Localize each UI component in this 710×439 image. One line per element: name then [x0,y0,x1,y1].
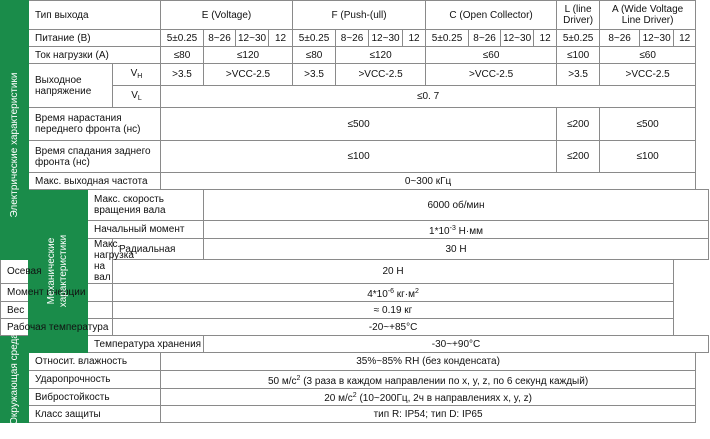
vh-value: >VCC-2.5 [336,64,426,86]
weight-label: Вес [1,302,113,319]
vibration-exponent: 2 [352,392,357,399]
vh-subscript: H [137,72,143,80]
power-value: 12 [403,30,426,47]
rise-time-value: ≤200 [557,108,600,141]
type-c-header: C (Open Collector) [426,1,557,30]
inertia-number: 4*10 [367,288,388,300]
type-f-header: F (Push-(ull) [293,1,426,30]
radial-load-row [1,239,709,260]
axial-load-label: Осевая [1,260,88,284]
power-value: 12~30 [501,30,534,47]
protection-label: Класс защиты [29,406,161,423]
power-row [1,30,709,47]
max-frequency-row [1,173,709,190]
rise-time-value: ≤500 [161,108,557,141]
inertia-label: Момент инерции [1,284,113,302]
work-temp-value: -20~+85°C [113,319,674,336]
power-value: 8~26 [204,30,236,47]
start-torque-number: 1*10 [429,225,450,237]
type-l-header: L (line Driver) [557,1,600,30]
type-a-header: A (Wide Voltage Line Driver) [600,1,696,30]
shock-value [161,371,696,389]
weight-value: ≈ 0.19 кг [113,302,674,319]
header-row [1,1,709,30]
weight-row [1,302,709,319]
load-current-value: ≤60 [426,47,557,64]
vl-letter: V [131,89,138,101]
vh-value: >3.5 [161,64,204,86]
side-blank [1,1,29,30]
output-voltage-high-row [1,64,709,86]
start-torque-label: Начальный момент [88,221,204,239]
power-value: 8~26 [336,30,369,47]
vibration-value [161,389,696,406]
load-current-value: ≤80 [293,47,336,64]
vh-label [113,64,161,86]
fall-time-row [1,141,709,173]
power-value: 12 [269,30,293,47]
inertia-row [1,284,709,302]
vl-label [113,86,161,108]
start-torque-unit: Н·мм [455,225,483,237]
load-current-value: ≤80 [161,47,204,64]
axial-load-value: 20 Н [113,260,674,284]
max-speed-value: 6000 об/мин [204,190,709,221]
output-voltage-label: Выходное напряжение [29,64,113,108]
type-e-header: E (Voltage) [161,1,293,30]
work-temp-label: Рабочая температура [1,319,113,336]
protection-row [1,406,709,423]
power-value: 5±0.25 [426,30,469,47]
work-temp-row [1,319,709,336]
rise-time-value: ≤500 [600,108,696,141]
power-value: 12 [674,30,696,47]
radial-load-label: Радиальная [113,239,204,260]
shock-row [1,371,709,389]
fall-time-value: ≤200 [557,141,600,173]
power-value: 5±0.25 [557,30,600,47]
max-frequency-value: 0~300 кГц [161,173,696,190]
electrical-section-label: Электрические характеристики [8,72,20,218]
humidity-label: Относит. влажность [29,353,161,371]
shock-detail: (3 раза в каждом направлении по x, y, z, по 6 секунд каждый) [300,375,589,387]
power-value: 12~30 [640,30,674,47]
start-torque-row [1,221,709,239]
mechanical-section-label: Механические характеристики [46,234,69,308]
humidity-value: 35%~85% RH (без конденсата) [161,353,696,371]
vh-value: >VCC-2.5 [426,64,557,86]
vh-letter: V [130,67,138,79]
power-value: 12~30 [369,30,403,47]
load-current-row [1,47,709,64]
shock-label: Ударопрочность [29,371,161,389]
environment-section [1,333,29,425]
storage-temp-row [1,336,709,353]
power-value: 5±0.25 [161,30,204,47]
radial-load-value: 30 Н [204,239,709,260]
power-value: 5±0.25 [293,30,336,47]
load-current-value: ≤120 [204,47,293,64]
vibration-label: Вибростойкость [29,389,161,406]
rise-time-row [1,108,709,141]
humidity-row [1,353,709,371]
inertia-unit-exponent: 2 [415,287,419,295]
power-value: 12~30 [236,30,269,47]
inertia-exponent: -6 [387,287,394,295]
storage-temp-value: -30~+90°C [204,336,709,353]
power-value: 8~26 [600,30,640,47]
vh-value: >VCC-2.5 [600,64,696,86]
load-current-value: ≤100 [557,47,600,64]
power-value: 12 [534,30,557,47]
fall-time-label: Время спадания заднего фронта (нс) [29,141,161,173]
start-torque-exponent: -3 [449,224,456,232]
environment-section-label: Окружающая среда [8,333,20,425]
electrical-section [1,30,29,260]
storage-temp-label: Температура хранения [88,336,204,353]
protection-value: тип R: IP54; тип D: IP65 [161,406,696,423]
vibration-number: 20 м/с [324,393,353,404]
vh-value: >3.5 [557,64,600,86]
max-speed-row [1,190,709,221]
inertia-value [113,284,674,302]
output-type-label: Тип выхода [29,1,161,30]
fall-time-value: ≤100 [161,141,557,173]
load-current-value: ≤120 [336,47,426,64]
vibration-detail: (10~200Гц, 2ч в направлениях x, y, z) [356,393,532,404]
vibration-row [1,389,709,406]
load-current-value: ≤60 [600,47,696,64]
vh-value: >VCC-2.5 [204,64,293,86]
start-torque-value [204,221,709,239]
fall-time-value: ≤100 [600,141,696,173]
rise-time-label: Время нарастания переднего фронта (нс) [29,108,161,141]
power-value: 8~26 [469,30,501,47]
load-current-label: Ток нагрузки (А) [29,47,161,64]
shock-exponent: 2 [296,374,301,382]
vl-subscript: L [137,94,142,102]
max-frequency-label: Макс. выходная частота [29,173,161,190]
inertia-unit: кг·м [394,288,416,300]
power-label: Питание (В) [29,30,161,47]
max-speed-label: Макс. скорость вращения вала [88,190,204,221]
max-load-label: Макс. нагрузка на вал [88,239,113,284]
shock-number: 50 м/с [267,375,297,387]
vl-value: ≤0. 7 [161,86,696,108]
vh-value: >3.5 [293,64,336,86]
